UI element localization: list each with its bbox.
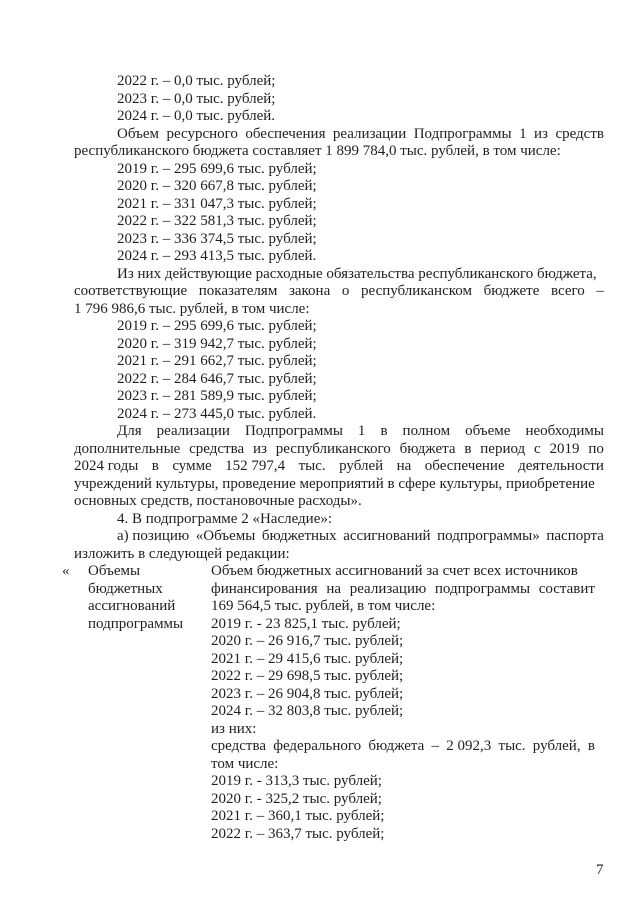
word: 2 092,3 xyxy=(446,738,492,754)
word: а) позицию xyxy=(117,528,190,544)
list2-item: 2020 г. – 319 942,7 тыс. рублей; xyxy=(117,335,317,352)
word: на xyxy=(326,580,342,597)
word: по xyxy=(588,440,604,457)
word: ассигнований xyxy=(343,528,431,544)
table-year-total: 2022 г. – 29 698,5 тыс. рублей; xyxy=(211,668,404,684)
word: в xyxy=(151,458,159,474)
word: тыс. xyxy=(298,458,326,474)
word: средства xyxy=(189,440,245,457)
word: республиканском xyxy=(361,283,472,299)
word: ресурсного xyxy=(166,125,238,142)
word: федерального xyxy=(273,738,362,754)
word: средства xyxy=(211,738,267,754)
word: средств xyxy=(555,125,604,142)
list2-item: 2022 г. – 284 646,7 тыс. рублей; xyxy=(117,370,317,387)
table-left-cell-line: подпрограммы xyxy=(88,615,184,632)
table-year-total: 2023 г. – 26 904,8 тыс. рублей; xyxy=(211,685,404,702)
word: рублей xyxy=(339,458,384,474)
word: из xyxy=(534,125,548,142)
table-year-total: 2020 г. – 26 916,7 тыс. рублей; xyxy=(211,633,404,649)
word: финансирования xyxy=(211,580,318,597)
word: составит xyxy=(538,580,595,597)
paragraph-1-line-1 xyxy=(117,126,604,144)
word: в xyxy=(380,423,388,439)
word: бюджета xyxy=(368,738,425,754)
list2-item: 2024 г. – 273 445,0 тыс. рублей. xyxy=(117,405,317,422)
word: – xyxy=(431,738,440,754)
word: 1 xyxy=(519,125,527,142)
paragraph-2-line-1: Из них действующие расходные обязательства республиканского бюджета, xyxy=(117,265,597,282)
word: 1 xyxy=(357,423,366,439)
word: деятельности xyxy=(518,458,604,474)
table-intro-line-3: 169 564,5 тыс. рублей, в том числе: xyxy=(211,598,436,614)
word: республиканского xyxy=(275,440,391,457)
paragraph-1-line-2: республиканского бюджета составляет 1 899 784,0 тыс. рублей, в том числе: xyxy=(74,143,561,159)
word: в xyxy=(464,440,472,457)
table-year-federal: 2021 г. – 360,1 тыс. рублей; xyxy=(211,808,385,824)
paragraph-3-line-1 xyxy=(117,423,604,441)
list2-item: 2023 г. – 281 589,9 тыс. рублей; xyxy=(117,388,317,404)
word: обеспечение xyxy=(424,458,505,474)
opening-quote: « xyxy=(62,563,70,579)
word: реализации xyxy=(156,423,230,439)
word: «Объемы xyxy=(195,528,256,544)
word: в xyxy=(587,738,595,754)
word: необходимы xyxy=(525,423,604,439)
item-4a-line-2: изложить в следующей редакции: xyxy=(74,545,290,562)
word: бюджете xyxy=(483,283,540,299)
word: показателям xyxy=(198,283,278,299)
table-year-total: 2021 г. – 29 415,6 тыс. рублей; xyxy=(211,650,404,667)
table-left-cell-line: бюджетных xyxy=(88,580,163,597)
table-left-cell-line: Объемы xyxy=(88,563,141,579)
list2-item: 2019 г. – 295 699,6 тыс. рублей; xyxy=(117,318,317,334)
top-list-item: 2023 г. – 0,0 тыс. рублей; xyxy=(117,90,276,107)
list1-item: 2022 г. – 322 581,3 тыс. рублей; xyxy=(117,213,317,229)
word: сумме xyxy=(172,458,212,474)
word: обеспечения xyxy=(245,125,326,142)
word: полном xyxy=(402,423,451,439)
table-left-cell-line: ассигнований xyxy=(88,598,176,614)
top-list-item: 2022 г. – 0,0 тыс. рублей; xyxy=(117,73,276,89)
word: паспорта xyxy=(546,528,604,544)
word: тыс. xyxy=(498,738,526,754)
word: Для xyxy=(117,423,142,439)
paragraph-2-line-3: 1 796 986,6 тыс. рублей, в том числе: xyxy=(74,300,310,317)
word: бюджета xyxy=(399,440,456,457)
item-4-heading: 4. В подпрограмме 2 «Наследие»: xyxy=(117,510,333,527)
table-of-them: из них: xyxy=(211,720,257,737)
table-year-federal: 2022 г. – 363,7 тыс. рублей; xyxy=(211,825,385,842)
list1-item: 2019 г. – 295 699,6 тыс. рублей; xyxy=(117,160,317,177)
word: подпрограммы» xyxy=(437,528,540,544)
table-federal-line-1 xyxy=(211,738,595,756)
word: соответствующие xyxy=(74,283,188,299)
word: закона xyxy=(288,283,331,299)
word: реализацию xyxy=(349,580,427,597)
paragraph-3-line-5: основных средств, постановочные расходы». xyxy=(74,493,362,509)
table-intro-line-2 xyxy=(211,581,595,599)
table-intro-line-1: Объем бюджетных ассигнований за счет всех источников xyxy=(211,563,578,579)
page-number: 7 xyxy=(596,862,604,878)
word: бюджетных xyxy=(261,528,337,544)
list1-item: 2023 г. – 336 374,5 тыс. рублей; xyxy=(117,230,317,247)
word: 152 797,4 xyxy=(225,458,286,474)
list2-item: 2021 г. – 291 662,7 тыс. рублей; xyxy=(117,353,317,369)
word: 2019 xyxy=(549,440,580,457)
table-year-total: 2024 г. – 32 803,8 тыс. рублей; xyxy=(211,703,404,719)
paragraph-3-line-4: учреждений культуры, проведение мероприятий в сфере культуры, приобретение xyxy=(74,475,595,492)
word: Подпрограммы xyxy=(244,423,343,439)
word: подпрограммы xyxy=(434,580,531,597)
paragraph-2-line-2 xyxy=(74,283,604,301)
table-year-total: 2019 г. - 23 825,1 тыс. рублей; xyxy=(211,615,401,632)
word: из xyxy=(252,440,267,457)
word: дополнительные xyxy=(74,440,181,457)
word: Объем xyxy=(117,125,159,142)
table-federal-line-2: том числе: xyxy=(211,755,279,772)
word: всего xyxy=(551,283,585,299)
word: о xyxy=(341,283,350,299)
paragraph-3-line-2 xyxy=(74,441,604,459)
paragraph-3-line-3 xyxy=(74,458,604,476)
list1-item: 2020 г. – 320 667,8 тыс. рублей; xyxy=(117,178,317,194)
table-year-federal: 2019 г. - 313,3 тыс. рублей; xyxy=(211,773,382,789)
list1-item: 2021 г. – 331 047,3 тыс. рублей; xyxy=(117,195,317,212)
table-year-federal: 2020 г. - 325,2 тыс. рублей; xyxy=(211,790,382,807)
word: Подпрограммы xyxy=(413,125,512,142)
item-4a-line-1 xyxy=(117,528,604,546)
word: с xyxy=(534,440,541,457)
word: на xyxy=(396,458,412,474)
word: – xyxy=(596,283,604,299)
word: период xyxy=(480,440,526,457)
word: объеме xyxy=(465,423,511,439)
word: 2024 годы xyxy=(74,458,139,474)
word: рублей, xyxy=(532,738,581,754)
top-list-item: 2024 г. – 0,0 тыс. рублей. xyxy=(117,108,276,124)
word: реализации xyxy=(332,125,407,142)
list1-item: 2024 г. – 293 413,5 тыс. рублей. xyxy=(117,248,317,264)
